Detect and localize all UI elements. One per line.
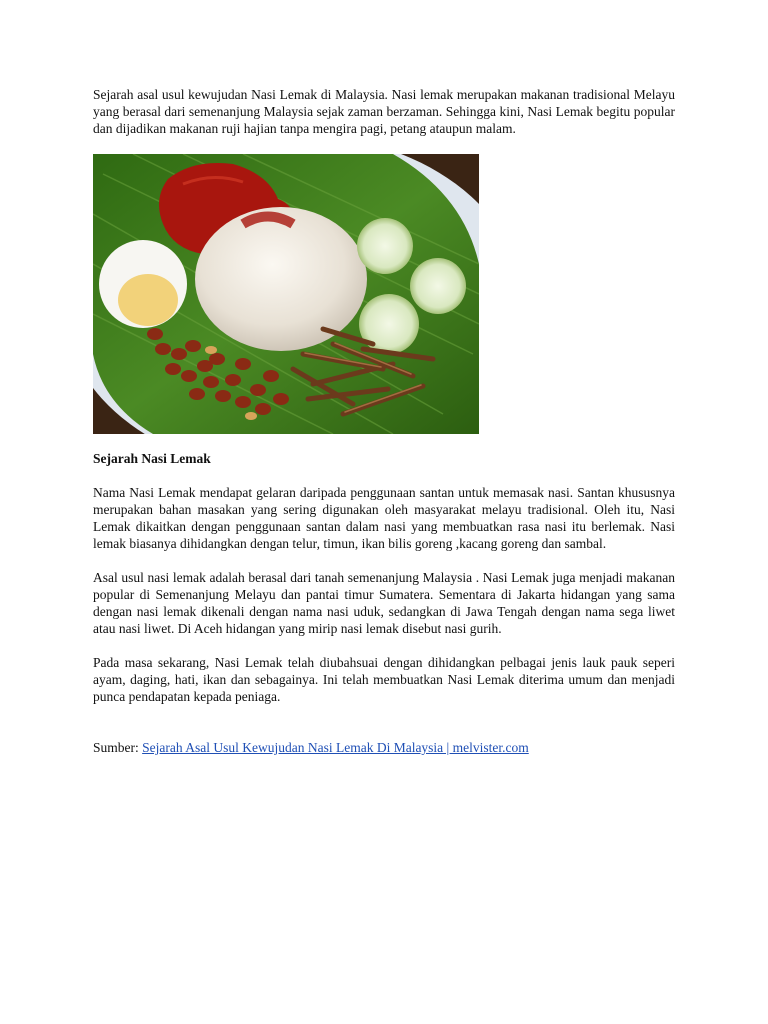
paragraph-origin-region: Asal usul nasi lemak adalah berasal dari tanah semenanjung Malaysia . Nasi Lemak juga menjadi makanan popular di Semenanjung Melayu dan pantai timur Sumatera. Sementara di Jakarta hidangan yang sama dengan nasi lemak dikenali dengan nama nasi uduk, sedangkan di Jawa Tengah dengan nama sega liwet atau nasi liwet. Di Aceh hidangan yang mirip nasi lemak disebut nasi gurih. xyxy=(93,570,675,636)
paragraph-modern: Pada masa sekarang, Nasi Lemak telah diubahsuai dengan dihidangkan pelbagai jenis lauk pauk seperi ayam, daging, hati, ikan dan sebagainya. Ini telah membuatkan Nasi Lemak diterima umum dan menjadi punca pendapatan kepada peniaga. xyxy=(93,655,675,704)
source-link[interactable]: Sejarah Asal Usul Kewujudan Nasi Lemak Di Malaysia | melvister.com xyxy=(142,740,529,755)
cucumber-slice xyxy=(357,218,413,274)
intro-paragraph: Sejarah asal usul kewujudan Nasi Lemak di Malaysia. Nasi lemak merupakan makanan tradisional Melayu yang berasal dari semenanjung Malaysia sejak zaman berzaman. Sehingga kini, Nasi Lemak begitu popular dan dijadikan makanan ruji hajian tanpa mengira pagi, petang ataupun malam. xyxy=(93,87,675,136)
document-page xyxy=(93,86,675,756)
nasi-lemak-photo xyxy=(93,154,479,434)
source-line xyxy=(93,739,675,756)
paragraph-origin-name: Nama Nasi Lemak mendapat gelaran daripada penggunaan santan untuk memasak nasi. Santan khususnya merupakan bahan masakan yang sering digunakan oleh masyarakat melayu tradisional. Oleh itu, Nasi Lemak dikaitkan dengan penggunaan santan dalam nasi yang membuatkan rasa nasi itu berlemak. Nasi lemak biasanya dihidangkan dengan telur, timun, ikan bilis goreng ,kacang goreng dan sambal. xyxy=(93,485,675,551)
rice xyxy=(195,207,367,351)
source-label: Sumber: xyxy=(93,740,143,755)
cucumber-slice xyxy=(410,258,466,314)
section-heading: Sejarah Nasi Lemak xyxy=(93,451,211,466)
